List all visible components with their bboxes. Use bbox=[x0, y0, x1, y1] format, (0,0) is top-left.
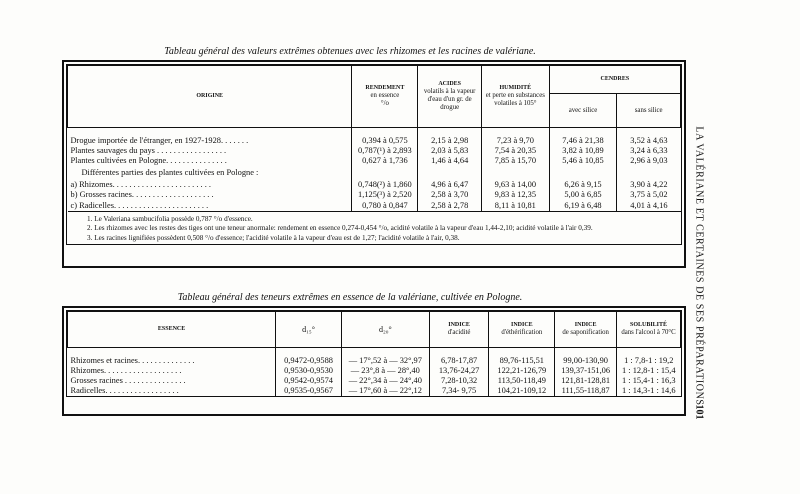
cell-sans-silice: 3,24 à 6,33 bbox=[617, 146, 681, 156]
section-label: Différentes parties des plantes cultivées en Pologne : bbox=[81, 168, 259, 177]
page-number-text: 101 bbox=[693, 404, 705, 420]
table-row bbox=[68, 156, 681, 166]
cell-rendement: 0,780 à 0,847 bbox=[352, 201, 418, 212]
header-indice-ether-sub: d'éthérification bbox=[501, 329, 543, 337]
table-row bbox=[68, 190, 681, 200]
cell-acides: 2,58 à 2,78 bbox=[418, 201, 482, 212]
cell-origine: c) Radicelles. . . . . . . . . . . . . . . . . . . . . . . bbox=[68, 201, 352, 212]
cell-essence: Grosses racines . . . . . . . . . . . . . . . bbox=[70, 375, 186, 385]
cell-d15: 0,9530-0,9530 bbox=[276, 366, 342, 376]
cell-avec-silice: 5,00 à 6,85 bbox=[549, 190, 617, 200]
header-acides-title: ACIDES bbox=[438, 81, 462, 88]
cell-d15: 0,9542-0,9574 bbox=[276, 376, 342, 386]
header-origine: ORIGINE bbox=[68, 66, 352, 128]
cell-humidite: 7,85 à 15,70 bbox=[482, 156, 550, 166]
cell-humidite: 7,23 à 9,70 bbox=[482, 136, 550, 146]
running-head bbox=[692, 96, 706, 436]
cell-ether: 104,21-109,12 bbox=[489, 386, 555, 396]
footnote-2: 2. Les rhizomes avec les restes des tiges ont une teneur anormale: rendement en essence 0,274-0,454 °/o, acidité volatile à la vapeur d'eau 1,44-2,10; acidité volatile à l'air 0,39. bbox=[87, 224, 593, 233]
cell-acides: 2,15 à 2,98 bbox=[418, 136, 482, 146]
header-solubilite-title: SOLUBILITÉ bbox=[630, 322, 668, 329]
header-acides bbox=[418, 66, 482, 128]
header-d15-label: d₁₅° bbox=[302, 324, 315, 334]
header-avec-silice bbox=[549, 94, 617, 128]
cell-acides: 1,46 à 4,64 bbox=[418, 156, 482, 166]
table2-frame bbox=[62, 306, 686, 416]
header-d20-label: d₂₀° bbox=[378, 324, 392, 334]
cell-origine: Drogue importée de l'étranger, en 1927-1928. . . . . . . bbox=[70, 135, 249, 145]
cell-origine: a) Rhizomes. . . . . . . . . . . . . . . . . . . . . . . . bbox=[70, 180, 212, 190]
cell-d20: — 17°,60 à — 22°,12 bbox=[341, 386, 429, 396]
cell-humidite: 9,63 à 14,00 bbox=[482, 180, 550, 190]
cell-sapon: 99,00-130,90 bbox=[555, 356, 617, 366]
cell-ether: 122,21-126,79 bbox=[489, 366, 555, 376]
cell-rendement: 0,627 à 1,736 bbox=[352, 156, 418, 166]
page-number bbox=[692, 402, 706, 422]
header-d15 bbox=[276, 312, 342, 348]
table-row bbox=[68, 180, 681, 190]
header-rendement-title: RENDEMENT bbox=[365, 85, 405, 92]
footnote-1: 1. Le Valeriana sambucifolia possède 0,787 °/o d'essence. bbox=[87, 214, 253, 223]
cell-d20: — 17°,52 à — 32°,97 bbox=[341, 356, 429, 366]
cell-rendement: 0,748(²) à 1,860 bbox=[352, 180, 418, 190]
cell-solub: 1 : 12,8-1 : 15,4 bbox=[617, 366, 681, 376]
cell-sans-silice: 2,96 à 9,03 bbox=[617, 156, 681, 166]
cell-sans-silice: 3,90 à 4,22 bbox=[617, 180, 681, 190]
cell-essence: Rhizomes. . . . . . . . . . . . . . . . . . . bbox=[70, 365, 182, 375]
cell-essence: Rhizomes et racines. . . . . . . . . . . . . . bbox=[70, 355, 195, 365]
header-sans-silice-label: sans silice bbox=[634, 106, 663, 114]
cell-solub: 1 : 14,3-1 : 14,6 bbox=[617, 386, 681, 396]
cell-acides: 4,96 à 6,47 bbox=[418, 180, 482, 190]
table-row bbox=[68, 136, 681, 146]
cell-ether: 89,76-115,51 bbox=[489, 356, 555, 366]
header-humidite bbox=[482, 66, 550, 128]
cell-sapon: 139,37-151,06 bbox=[555, 366, 617, 376]
table1 bbox=[67, 65, 681, 212]
header-humidite-sub: et perte en substances volatiles à 105° bbox=[485, 92, 545, 107]
header-cendres: CENDRES bbox=[549, 66, 680, 94]
cell-d15: 0,9472-0,9588 bbox=[276, 356, 342, 366]
header-indice-acidite-sub: d'acidité bbox=[447, 329, 471, 337]
header-indice-ether-title: INDICE bbox=[510, 322, 533, 329]
cell-rendement: 1,125(³) à 2,520 bbox=[352, 190, 418, 200]
cell-avec-silice: 3,82 à 10,89 bbox=[549, 146, 617, 156]
header-solubilite bbox=[617, 312, 681, 348]
cell-humidite: 9,83 à 12,35 bbox=[482, 190, 550, 200]
header-indice-ether bbox=[489, 312, 555, 348]
table2 bbox=[67, 311, 681, 396]
cell-origine: Plantes sauvages du pays . . . . . . . . . . . . . . . . . bbox=[70, 145, 227, 155]
cell-d20: — 22°,34 à — 24°,40 bbox=[341, 376, 429, 386]
cell-acidite: 6,78-17,87 bbox=[429, 356, 489, 366]
header-rendement bbox=[352, 66, 418, 128]
table-row bbox=[68, 386, 681, 396]
cell-sans-silice: 4,01 à 4,16 bbox=[617, 201, 681, 212]
header-essence: ESSENCE bbox=[68, 312, 276, 348]
cell-acidite: 13,76-24,27 bbox=[429, 366, 489, 376]
table-row bbox=[68, 201, 681, 212]
cell-essence: Radicelles. . . . . . . . . . . . . . . . . . bbox=[70, 386, 179, 396]
header-d20 bbox=[341, 312, 429, 348]
table1-footnotes bbox=[67, 212, 681, 244]
header-indice-sapon bbox=[555, 312, 617, 348]
cell-origine: b) Grosses racines. . . . . . . . . . . . . . . . . . . . bbox=[70, 190, 214, 200]
section-row bbox=[68, 166, 681, 180]
table2-caption: Tableau général des teneurs extrêmes en essence de la valériane, cultivée en Pologne. bbox=[177, 292, 523, 303]
cell-avec-silice: 5,46 à 10,85 bbox=[549, 156, 617, 166]
cell-humidite: 7,54 à 20,35 bbox=[482, 146, 550, 156]
cell-acides: 2,03 à 5,83 bbox=[418, 146, 482, 156]
cell-sapon: 111,55-118,87 bbox=[555, 386, 617, 396]
header-rendement-sub: en essence bbox=[370, 92, 400, 100]
header-avec-silice-label: avec silice bbox=[568, 106, 598, 114]
cell-sans-silice: 3,75 à 5,02 bbox=[617, 190, 681, 200]
cell-avec-silice: 6,26 à 9,15 bbox=[549, 180, 617, 190]
table-row bbox=[68, 376, 681, 386]
cell-solub: 1 : 7,8-1 : 19,2 bbox=[617, 356, 681, 366]
header-indice-sapon-sub: de saponification bbox=[562, 329, 609, 337]
cell-acidite: 7,34- 9,75 bbox=[429, 386, 489, 396]
cell-humidite: 8,11 à 10,81 bbox=[482, 201, 550, 212]
cell-d15: 0,9535-0,9567 bbox=[276, 386, 342, 396]
running-head-text: LA VALÉRIANE ET CERTAINES DE SES PRÉPARATIONS bbox=[693, 126, 705, 406]
cell-d20: — 23°,8 à — 28°,40 bbox=[341, 366, 429, 376]
header-solubilite-sub: dans l'alcool à 70°C bbox=[621, 329, 676, 337]
header-rendement-unit: °/o bbox=[380, 99, 389, 107]
table1-frame bbox=[62, 60, 686, 268]
header-humidite-title: HUMIDITÉ bbox=[499, 85, 532, 92]
header-indice-acidite-title: INDICE bbox=[448, 322, 470, 329]
cell-ether: 113,50-118,49 bbox=[489, 376, 555, 386]
cell-sapon: 121,81-128,81 bbox=[555, 376, 617, 386]
cell-avec-silice: 6,19 à 6,48 bbox=[549, 201, 617, 212]
cell-acides: 2,58 à 3,70 bbox=[418, 190, 482, 200]
header-indice-acidite bbox=[429, 312, 489, 348]
header-indice-sapon-title: INDICE bbox=[574, 322, 597, 329]
table-row bbox=[68, 356, 681, 366]
cell-acidite: 7,28-10,32 bbox=[429, 376, 489, 386]
footnote-3: 3. Les racines lignifiées possèdent 0,508 °/o d'essence; l'acidité volatile à la vapeur d'eau est de 1,27; l'acidité volatile à l'air, 0,38. bbox=[87, 233, 460, 242]
cell-rendement: 0,787(¹) à 2,893 bbox=[352, 146, 418, 156]
cell-solub: 1 : 15,4-1 : 16,3 bbox=[617, 376, 681, 386]
cell-avec-silice: 7,46 à 21,38 bbox=[549, 136, 617, 146]
header-acides-sub: volatils à la vapeur d'eau d'un gr. de drogue bbox=[423, 88, 476, 111]
header-sans-silice bbox=[617, 94, 681, 128]
cell-rendement: 0,394 à 0,575 bbox=[352, 136, 418, 146]
cell-sans-silice: 3,52 à 4,63 bbox=[617, 136, 681, 146]
table-row bbox=[68, 146, 681, 156]
table1-caption: Tableau général des valeurs extrêmes obtenues avec les rhizomes et les racines de valériane. bbox=[164, 46, 536, 57]
table-row bbox=[68, 366, 681, 376]
cell-origine: Plantes cultivées en Pologne. . . . . . . . . . . . . . . bbox=[70, 155, 227, 165]
